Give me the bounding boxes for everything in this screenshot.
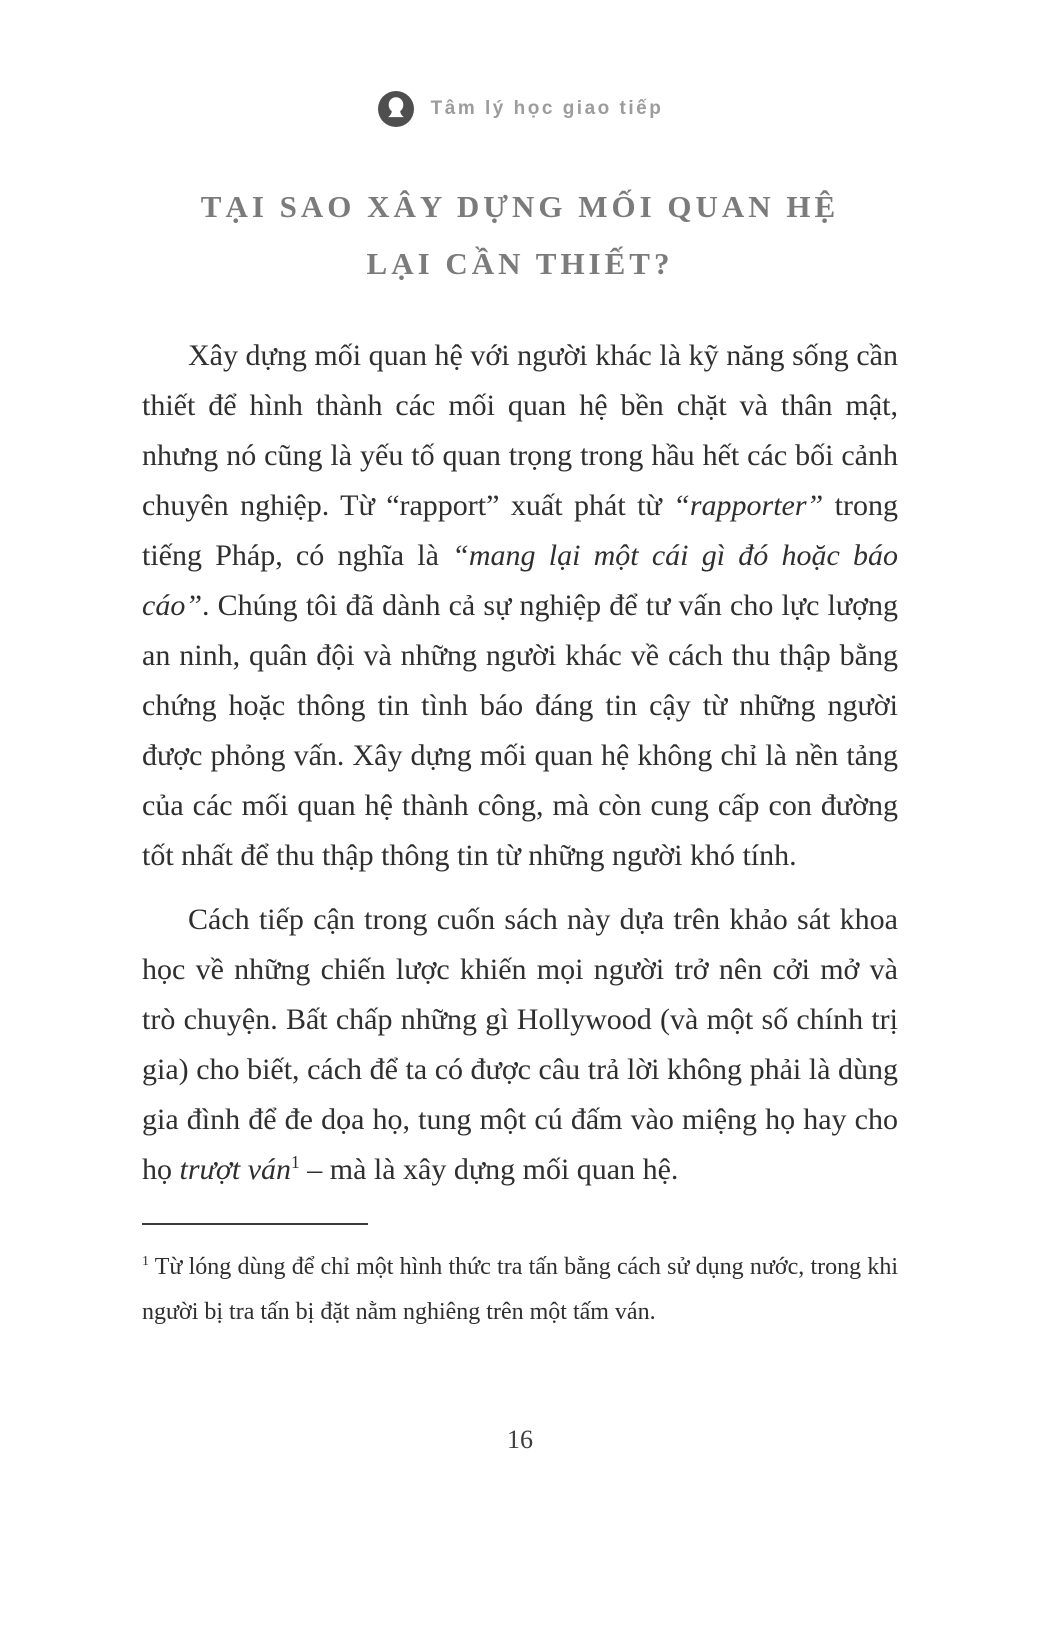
chapter-title — [142, 178, 898, 293]
text-segment-italic: “rapporter” — [673, 488, 824, 522]
footnote-text: Từ lóng dùng để chỉ một hình thức tra tấn bằng cách sử dụng nước, trong khi người bị tra tấn bị đặt nằm nghiêng trên một tấm ván. — [142, 1253, 898, 1325]
page-header — [142, 90, 898, 128]
text-segment: – mà là xây dựng mối quan hệ. — [299, 1152, 679, 1186]
text-segment-italic: “mang lại một cái gì đó hoặc báo cáo” — [142, 538, 898, 622]
text-segment: Xây dựng mối quan hệ với người khác là kỹ năng sống cần thiết để hình thành các mối quan hệ bền chặt và thân mật, nhưng nó cũng là yếu tố quan trọng trong hầu hết các bối cảnh chuyên nghiệp. Từ “rapport” xuất phát từ — [142, 338, 898, 522]
paragraph-1 — [142, 331, 898, 881]
page-number: 16 — [507, 1425, 533, 1454]
footnote-reference: 1 — [291, 1151, 300, 1172]
text-segment: Cách tiếp cận trong cuốn sách này dựa trên khảo sát khoa học về những chiến lược khiến mọi người trở nên cởi mở và trò chuyện. Bất chấp những gì Hollywood (và một số chính trị gia) cho biết, cách để ta có được câu trả lời không phải là dùng gia đình để đe dọa họ, tung một cú đấm vào miệng họ hay cho họ — [142, 902, 898, 1186]
chapter-title-line1: TẠI SAO XÂY DỰNG MỐI QUAN HỆ — [200, 189, 840, 224]
footnote-separator — [142, 1223, 368, 1225]
text-segment: . Chúng tôi đã dành cả sự nghiệp để tư vấn cho lực lượng an ninh, quân đội và những người khác về cách thu thập bằng chứng hoặc thông tin tình báo đáng tin cậy từ những người được phỏng vấn. Xây dựng mối quan hệ không chỉ là nền tảng của các mối quan hệ thành công, mà còn cung cấp con đường tốt nhất để thu thập thông tin từ những người khó tính. — [142, 588, 898, 872]
text-segment-italic: trượt ván — [179, 1152, 292, 1186]
body-text — [142, 331, 898, 1195]
paragraph-2 — [142, 895, 898, 1195]
footnote-marker: 1 — [142, 1253, 149, 1269]
chapter-title-line2: LẠI CẦN THIẾT? — [366, 246, 674, 282]
footnote — [142, 1245, 898, 1335]
person-silhouette-icon — [377, 90, 415, 128]
book-title: Tâm lý học giao tiếp — [430, 98, 664, 119]
text-segment: trong tiếng Pháp, có nghĩa là — [142, 488, 898, 572]
